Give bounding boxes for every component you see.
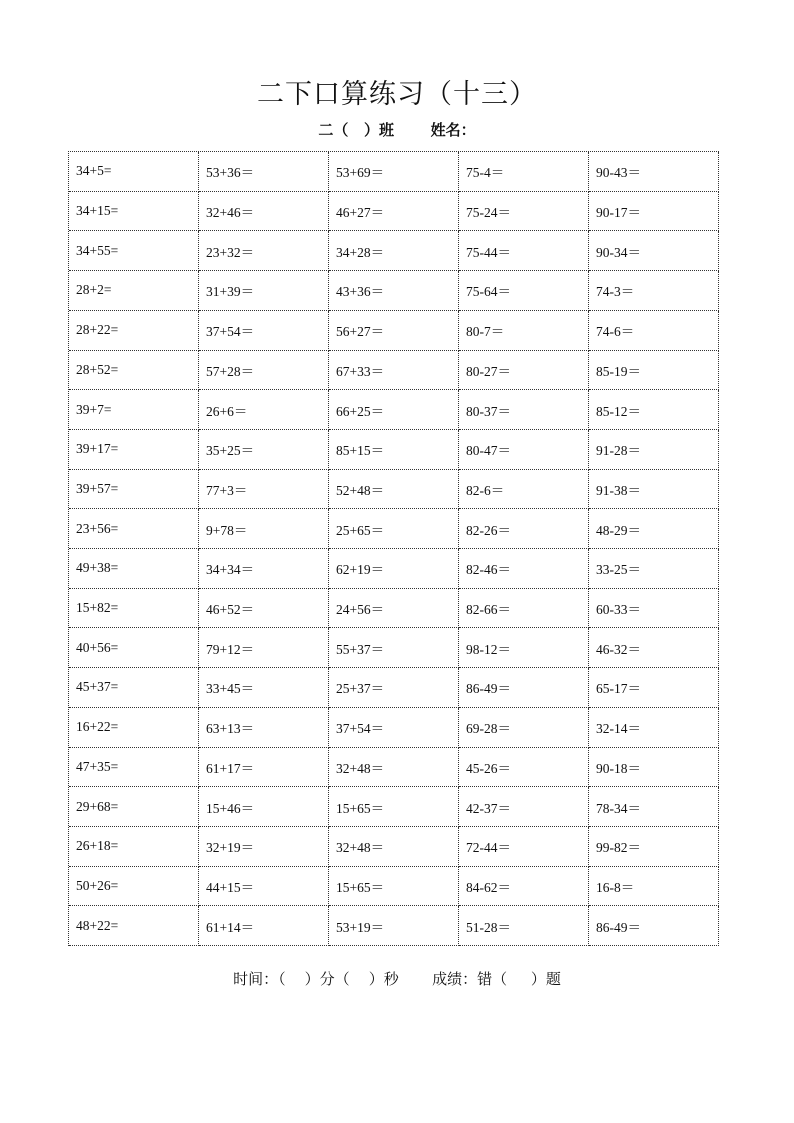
problem-cell: 26+6＝ (199, 390, 329, 430)
problem-cell: 80-27＝ (459, 351, 589, 391)
problem-cell: 40+56= (69, 628, 199, 668)
problem-cell: 28+2= (69, 271, 199, 311)
problem-cell: 15+82= (69, 589, 199, 629)
problem-cell: 75-24＝ (459, 192, 589, 232)
problem-cell: 86-49＝ (459, 668, 589, 708)
problem-cell: 28+52= (69, 351, 199, 391)
problem-cell: 48+22= (69, 906, 199, 946)
problem-cell: 60-33＝ (589, 589, 719, 629)
problem-cell: 16-8＝ (589, 867, 719, 907)
problem-cell: 99-82＝ (589, 827, 719, 867)
problem-cell: 65-17＝ (589, 668, 719, 708)
problem-cell: 85+15＝ (329, 430, 459, 470)
problem-cell: 44+15＝ (199, 867, 329, 907)
problem-cell: 98-12＝ (459, 628, 589, 668)
problem-cell: 82-6＝ (459, 470, 589, 510)
problem-cell: 33+45＝ (199, 668, 329, 708)
problem-cell: 16+22= (69, 708, 199, 748)
problem-cell: 53+69＝ (329, 152, 459, 192)
problem-cell: 34+15= (69, 192, 199, 232)
problem-cell: 61+17＝ (199, 748, 329, 788)
problem-cell: 75-64＝ (459, 271, 589, 311)
problem-cell: 9+78＝ (199, 509, 329, 549)
problem-cell: 77+3＝ (199, 470, 329, 510)
problem-cell: 45+37= (69, 668, 199, 708)
class-name-line: 二（ ）班 姓名： (318, 121, 476, 139)
problem-cell: 90-34＝ (589, 231, 719, 271)
problem-cell: 66+25＝ (329, 390, 459, 430)
problem-cell: 28+22= (69, 311, 199, 351)
page-title: 二下口算练习（十三） (257, 79, 537, 110)
problem-cell: 69-28＝ (459, 708, 589, 748)
problem-cell: 32+46＝ (199, 192, 329, 232)
problem-cell: 78-34＝ (589, 787, 719, 827)
problem-cell: 56+27＝ (329, 311, 459, 351)
problem-cell: 15+46＝ (199, 787, 329, 827)
problem-cell: 49+38= (69, 549, 199, 589)
problem-cell: 39+7= (69, 390, 199, 430)
problem-cell: 15+65＝ (329, 867, 459, 907)
problem-cell: 53+19＝ (329, 906, 459, 946)
problem-cell: 43+36＝ (329, 271, 459, 311)
problem-cell: 48-29＝ (589, 509, 719, 549)
problem-cell: 90-43＝ (589, 152, 719, 192)
problem-cell: 34+5= (69, 152, 199, 192)
problem-cell: 74-3＝ (589, 271, 719, 311)
time-score-line: 时间：（ ）分（ ）秒 成绩：错（ ）题 (233, 970, 561, 988)
problem-cell: 29+68= (69, 787, 199, 827)
problem-cell: 37+54＝ (329, 708, 459, 748)
problem-cell: 57+28＝ (199, 351, 329, 391)
problem-cell: 33-25＝ (589, 549, 719, 589)
problem-cell: 15+65＝ (329, 787, 459, 827)
problem-cell: 24+56＝ (329, 589, 459, 629)
problem-cell: 32+19＝ (199, 827, 329, 867)
problem-cell: 53+36＝ (199, 152, 329, 192)
problem-cell: 61+14＝ (199, 906, 329, 946)
problem-cell: 46-32＝ (589, 628, 719, 668)
problem-cell: 80-47＝ (459, 430, 589, 470)
problem-cell: 34+55= (69, 231, 199, 271)
problem-cell: 32+48＝ (329, 748, 459, 788)
problem-cell: 51-28＝ (459, 906, 589, 946)
problem-cell: 32-14＝ (589, 708, 719, 748)
problem-cell: 72-44＝ (459, 827, 589, 867)
problem-cell: 75-44＝ (459, 231, 589, 271)
problem-cell: 39+17= (69, 430, 199, 470)
problem-cell: 35+25＝ (199, 430, 329, 470)
problem-cell: 74-6＝ (589, 311, 719, 351)
problem-cell: 46+52＝ (199, 589, 329, 629)
problem-cell: 63+13＝ (199, 708, 329, 748)
problem-cell: 34+28＝ (329, 231, 459, 271)
problem-cell: 91-38＝ (589, 470, 719, 510)
problem-cell: 52+48＝ (329, 470, 459, 510)
problem-cell: 80-7＝ (459, 311, 589, 351)
problem-cell: 25+65＝ (329, 509, 459, 549)
problem-cell: 39+57= (69, 470, 199, 510)
problem-cell: 80-37＝ (459, 390, 589, 430)
problem-cell: 90-18＝ (589, 748, 719, 788)
problem-cell: 23+56= (69, 509, 199, 549)
problem-cell: 67+33＝ (329, 351, 459, 391)
problem-cell: 86-49＝ (589, 906, 719, 946)
problem-cell: 34+34＝ (199, 549, 329, 589)
problem-cell: 79+12＝ (199, 628, 329, 668)
problem-cell: 46+27＝ (329, 192, 459, 232)
problem-cell: 85-12＝ (589, 390, 719, 430)
problem-cell: 23+32＝ (199, 231, 329, 271)
problem-cell: 55+37＝ (329, 628, 459, 668)
problem-cell: 91-28＝ (589, 430, 719, 470)
problem-cell: 75-4＝ (459, 152, 589, 192)
problem-cell: 82-26＝ (459, 509, 589, 549)
problem-cell: 62+19＝ (329, 549, 459, 589)
problem-cell: 32+48＝ (329, 827, 459, 867)
problem-cell: 45-26＝ (459, 748, 589, 788)
problem-cell: 26+18= (69, 827, 199, 867)
problem-cell: 31+39＝ (199, 271, 329, 311)
problem-cell: 42-37＝ (459, 787, 589, 827)
problem-cell: 37+54＝ (199, 311, 329, 351)
problem-cell: 90-17＝ (589, 192, 719, 232)
problem-cell: 47+35= (69, 748, 199, 788)
problem-cell: 25+37＝ (329, 668, 459, 708)
problem-cell: 82-46＝ (459, 549, 589, 589)
problem-grid (68, 151, 719, 946)
problem-cell: 50+26= (69, 867, 199, 907)
problem-cell: 84-62＝ (459, 867, 589, 907)
problem-cell: 85-19＝ (589, 351, 719, 391)
problem-cell: 82-66＝ (459, 589, 589, 629)
